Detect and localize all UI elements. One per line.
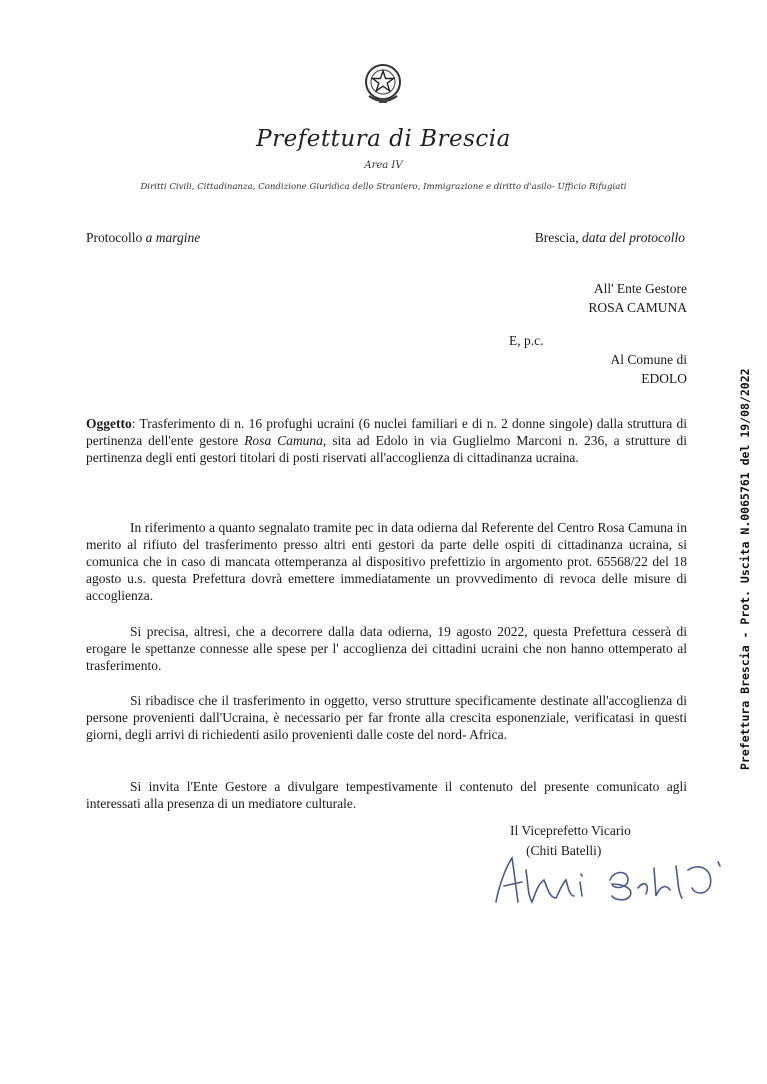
body-paragraph-2: Si precisa, altresì, che a decorrere dalla data odierna, 19 agosto 2022, questa Prefettura cesserà di erogare le spettanze connesse alle spese per l' accoglienza dei cittadini ucraini che non hanno ottemperato al trasferimento. (86, 624, 687, 673)
office-title: Prefettura di Brescia (256, 126, 511, 152)
body-paragraph-3: Si ribadisce che il trasferimento in oggetto, verso strutture specificamente destinate all'accoglienza di persone provenienti dall'Ucraina, è necessario per far fronte alla crescita esponenziale, verificatasi in questi giorni, degli arrivi di richiedenti asilo provenienti dalle coste del nord- Africa. (86, 693, 687, 742)
protocol-reference: Protocollo a margine (86, 230, 201, 245)
recipient-secondary: Al Comune di EDOLO (610, 352, 687, 386)
unit-label: Diritti Civili, Cittadinanza, Condizione Giuridica dello Straniero, Immigrazione e diritto d'asilo- Ufficio Rifugiati (140, 182, 627, 192)
body-paragraph-1: In riferimento a quanto segnalato tramite pec in data odierna dal Referente del Centro Rosa Camuna in merito al rifiuto del trasferimento presso altri enti gestori da parte delle ospiti di cittadinanza ucraina, si comunica che in caso di mancata ottemperanza al dispositivo prefettizio in argomento prot. 65568/22 del 18 agosto u.s. questa Prefettura dovrà emettere immediatamente un provvedimento di revoca delle misure di accoglienza. (86, 520, 687, 603)
signatory-role: Il Viceprefetto Vicario (510, 823, 631, 838)
area-label: Area IV (364, 160, 403, 171)
protocol-date: Brescia, data del protocollo (534, 230, 685, 245)
italian-republic-emblem-icon (363, 62, 403, 106)
subject-paragraph: Oggetto: Trasferimento di n. 16 profughi ucraini (6 nuclei familiari e di n. 2 donne singole) dalla struttura di pertinenza dell'ente gestore Rosa Camuna, sita ad Edolo in via Guglielmo Marconi n. 236, a strutture di pertinenza degli enti gestori titolari di posti riservati all'accoglienza di cittadinanza ucraina. (86, 416, 687, 465)
body-paragraph-4: Si invita l'Ente Gestore a divulgare tempestivamente il contenuto del presente comunicato agli interessati alla presenza di un mediatore culturale. (86, 779, 687, 811)
recipient-primary: All' Ente Gestore ROSA CAMUNA (588, 281, 687, 315)
handwritten-signature-icon (478, 840, 738, 914)
epc-label: E, p.c. (509, 333, 544, 348)
signatory-name: (Chiti Batelli) (526, 843, 602, 858)
protocol-stamp: Prefettura Brescia - Prot. Uscita N.0065761 del 19/08/2022 (738, 368, 752, 770)
